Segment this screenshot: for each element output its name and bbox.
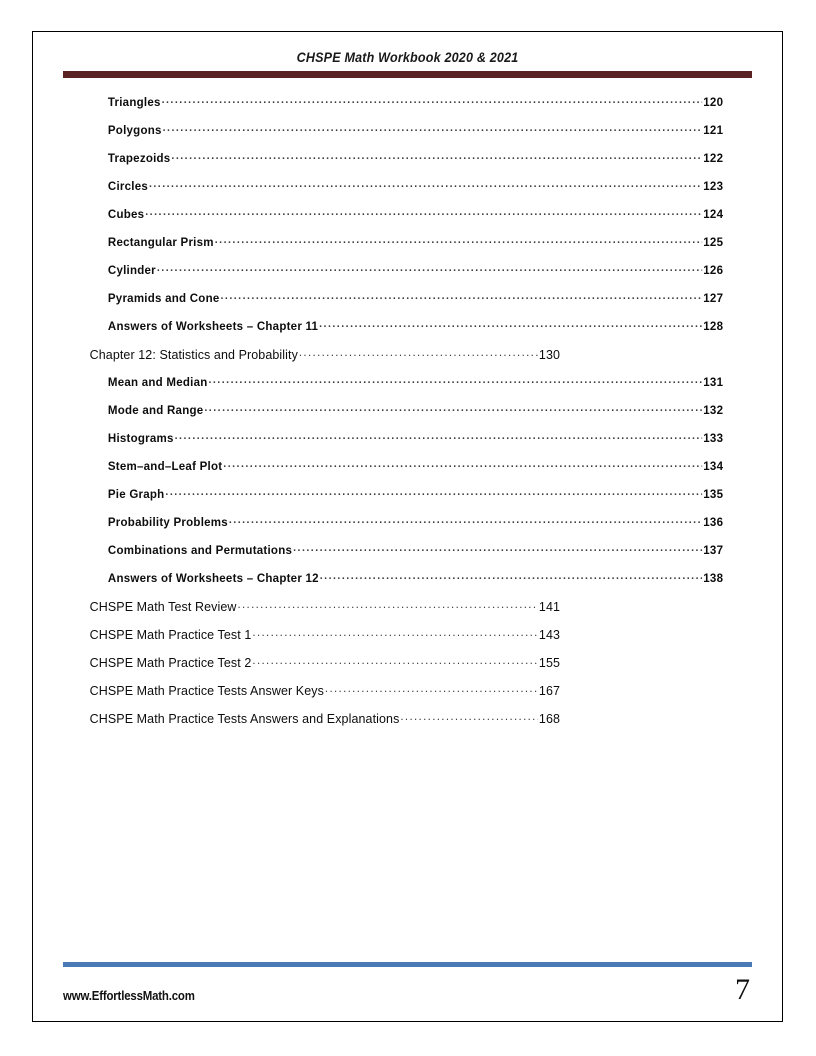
toc-dot-leader xyxy=(149,178,702,190)
toc-entry-page-number: 130 xyxy=(538,347,561,362)
footer-page-number: 7 xyxy=(735,973,750,1006)
toc-dot-leader xyxy=(252,654,538,667)
toc-entry-page-number: 134 xyxy=(703,459,724,473)
toc-entry-label: Histograms xyxy=(107,431,174,445)
toc-dot-leader xyxy=(293,542,702,554)
toc-entry[interactable] xyxy=(33,346,752,374)
toc-entry[interactable] xyxy=(33,710,752,738)
toc-entry-page-number: 121 xyxy=(703,123,724,137)
toc-entry-label: Pyramids and Cone xyxy=(107,291,220,305)
toc-entry[interactable] xyxy=(33,374,752,402)
toc-entry[interactable] xyxy=(33,94,752,122)
toc-entry-page-number: 138 xyxy=(703,571,724,585)
page-frame xyxy=(32,31,783,1022)
toc-entry-page-number: 124 xyxy=(703,207,724,221)
toc-entry-page-number: 123 xyxy=(703,179,724,193)
toc-dot-leader xyxy=(204,402,702,414)
toc-entry-label: Trapezoids xyxy=(107,151,171,165)
toc-entry[interactable] xyxy=(33,430,752,458)
page-title: CHSPE Math Workbook 2020 & 2021 xyxy=(296,50,519,65)
toc-entry-page-number: 131 xyxy=(703,375,724,389)
toc-entry-label: Cylinder xyxy=(107,263,156,277)
toc-entry-label: Rectangular Prism xyxy=(107,235,214,249)
toc-dot-leader xyxy=(175,430,703,442)
toc-entry[interactable] xyxy=(33,206,752,234)
toc-entry-label: Probability Problems xyxy=(107,515,228,529)
toc-entry[interactable] xyxy=(33,262,752,290)
toc-entry-page-number: 136 xyxy=(703,515,724,529)
toc-dot-leader xyxy=(157,262,702,274)
toc-entry-label: CHSPE Math Practice Tests Answers and Explanations xyxy=(89,711,400,726)
toc-entry-label: CHSPE Math Practice Test 1 xyxy=(89,627,252,642)
toc-dot-leader xyxy=(215,234,703,246)
toc-entry-page-number: 125 xyxy=(703,235,724,249)
toc-entry-label: Answers of Worksheets – Chapter 12 xyxy=(107,571,319,585)
page-footer xyxy=(33,962,782,1006)
toc-dot-leader xyxy=(171,150,702,162)
toc-entry[interactable] xyxy=(33,290,752,318)
toc-entry[interactable] xyxy=(33,626,752,654)
toc-entry[interactable] xyxy=(33,402,752,430)
toc-dot-leader xyxy=(145,206,702,218)
toc-dot-leader xyxy=(162,94,703,106)
toc-entry[interactable] xyxy=(33,458,752,486)
toc-entry-label: Combinations and Permutations xyxy=(107,543,293,557)
toc-entry-label: Cubes xyxy=(107,207,145,221)
toc-entry[interactable] xyxy=(33,178,752,206)
toc-entry-label: CHSPE Math Practice Test 2 xyxy=(89,655,252,670)
toc-dot-leader xyxy=(165,486,702,498)
toc-entry-page-number: 143 xyxy=(538,627,561,642)
toc-dot-leader xyxy=(163,122,703,134)
toc-entry[interactable] xyxy=(33,122,752,150)
toc-entry-page-number: 133 xyxy=(703,431,724,445)
toc-dot-leader xyxy=(325,682,538,695)
toc-entry-page-number: 120 xyxy=(703,95,724,109)
toc-entry-page-number: 126 xyxy=(703,263,724,277)
header-divider-rule xyxy=(63,71,752,78)
footer-content xyxy=(63,967,752,1006)
toc-entry[interactable] xyxy=(33,486,752,514)
toc-entry-label: Chapter 12: Statistics and Probability xyxy=(89,347,298,362)
toc-entry-page-number: 122 xyxy=(703,151,724,165)
toc-entry[interactable] xyxy=(33,654,752,682)
toc-entry[interactable] xyxy=(33,598,752,626)
toc-entry-label: Triangles xyxy=(107,95,161,109)
toc-entry-label: CHSPE Math Test Review xyxy=(89,599,237,614)
toc-entry-page-number: 167 xyxy=(538,683,561,698)
toc-entry-label: Mean and Median xyxy=(107,375,208,389)
toc-entry[interactable] xyxy=(33,234,752,262)
toc-entry[interactable] xyxy=(33,318,752,346)
page-header xyxy=(33,32,782,78)
toc-entry-label: Stem–and–Leaf Plot xyxy=(107,459,223,473)
toc-dot-leader xyxy=(320,570,703,582)
toc-entry[interactable] xyxy=(33,570,752,598)
toc-entry-page-number: 135 xyxy=(703,487,724,501)
toc-entry-label: Answers of Worksheets – Chapter 11 xyxy=(107,319,319,333)
toc-entry-label: Polygons xyxy=(107,123,162,137)
toc-entry-page-number: 168 xyxy=(538,711,561,726)
toc-entry-label: Mode and Range xyxy=(107,403,204,417)
toc-dot-leader xyxy=(299,346,538,359)
toc-entry[interactable] xyxy=(33,150,752,178)
toc-entry-page-number: 155 xyxy=(538,655,561,670)
toc-entry[interactable] xyxy=(33,682,752,710)
toc-dot-leader xyxy=(208,374,702,386)
toc-entry-label: Circles xyxy=(107,179,148,193)
toc-dot-leader xyxy=(400,710,538,723)
toc-entry-page-number: 132 xyxy=(703,403,724,417)
toc-dot-leader xyxy=(223,458,702,470)
toc-entry-page-number: 127 xyxy=(703,291,724,305)
toc-entry[interactable] xyxy=(33,542,752,570)
toc-entry-label: CHSPE Math Practice Tests Answer Keys xyxy=(89,683,324,698)
toc-entry-page-number: 141 xyxy=(538,599,561,614)
toc-dot-leader xyxy=(220,290,702,302)
toc-dot-leader xyxy=(252,626,538,639)
toc-entry-page-number: 128 xyxy=(703,319,724,333)
toc-dot-leader xyxy=(319,318,702,330)
toc-entry-page-number: 137 xyxy=(703,543,724,557)
table-of-contents xyxy=(33,94,782,738)
toc-entry[interactable] xyxy=(33,514,752,542)
toc-dot-leader xyxy=(229,514,702,526)
toc-entry-label: Pie Graph xyxy=(107,487,165,501)
footer-website-link[interactable]: www.EffortlessMath.com xyxy=(63,988,195,1003)
toc-dot-leader xyxy=(237,598,538,611)
